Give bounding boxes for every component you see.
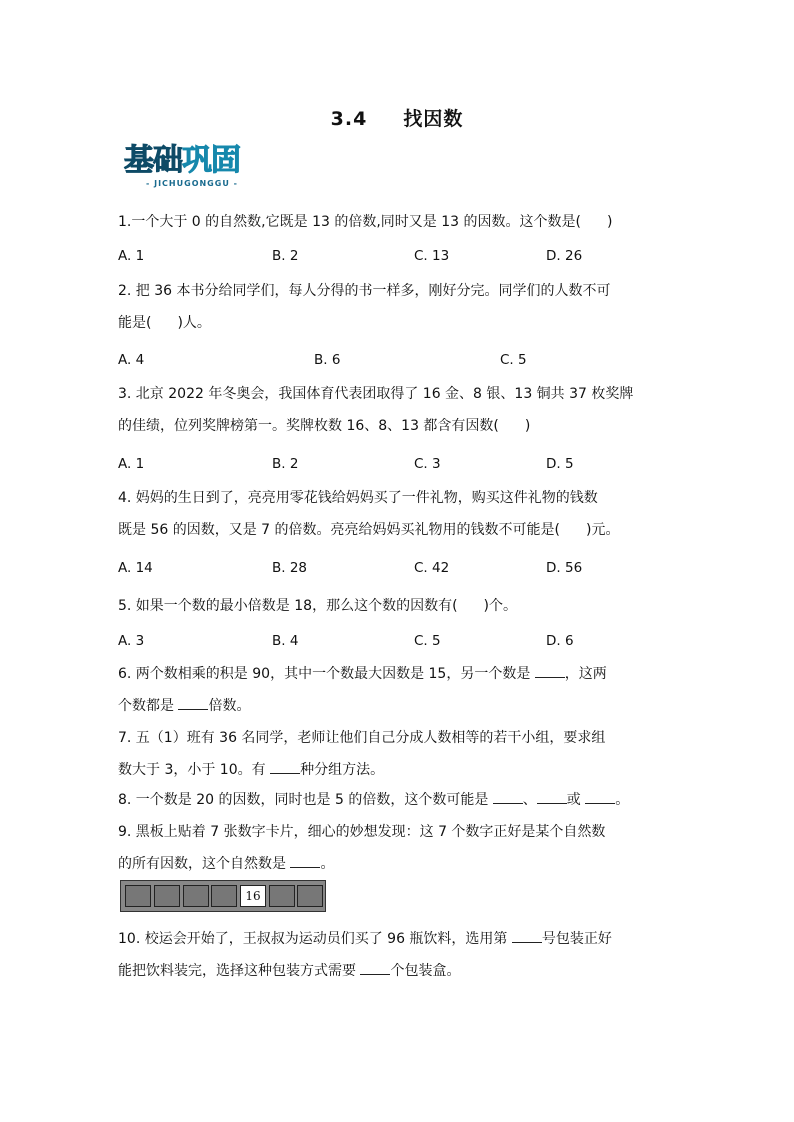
answer-blank[interactable] <box>290 855 320 868</box>
option: B. 4 <box>272 633 299 649</box>
option: B. 6 <box>314 352 341 368</box>
answer-blank[interactable] <box>178 697 208 710</box>
option: C. 3 <box>414 456 441 472</box>
option: B. 2 <box>272 248 299 264</box>
question-4: 4. 妈妈的生日到了，亮亮用零花钱给妈妈买了一件礼物，购买这件礼物的钱数 既是 56 的因数，又是 7 的倍数。亮亮给妈妈买礼物用的钱数不可能是( )元。 <box>118 490 620 538</box>
option: C. 5 <box>414 633 441 649</box>
question-5-options <box>118 633 678 653</box>
question-10: 10. 校运会开始了，王叔叔为运动员们买了 96 瓶饮料，选用第 号包装正好 能把饮料装完，选择这种包装方式需要 个包装盒。 <box>118 931 612 979</box>
answer-blank[interactable] <box>537 791 567 804</box>
question-4-options <box>118 560 678 580</box>
question-1: 1.一个大于 0 的自然数,它既是 13 的倍数,同时又是 13 的因数。这个数是( ) <box>118 214 613 230</box>
hidden-card <box>211 885 237 907</box>
page-title <box>0 104 794 131</box>
option: D. 56 <box>546 560 583 576</box>
number-card-board <box>120 880 326 912</box>
badge-logo-text: 基础巩固 <box>124 143 240 178</box>
question-2: 2. 把 36 本书分给同学们，每人分得的书一样多，刚好分完。同学们的人数不可 能是( )人。 <box>118 283 611 331</box>
answer-blank[interactable] <box>270 761 300 774</box>
option: A. 3 <box>118 633 145 649</box>
answer-blank[interactable] <box>512 930 542 943</box>
hidden-card <box>269 885 295 907</box>
answer-blank[interactable] <box>585 791 615 804</box>
answer-blank[interactable] <box>535 665 565 678</box>
hidden-card <box>297 885 323 907</box>
question-5: 5. 如果一个数的最小倍数是 18，那么这个数的因数有( )个。 <box>118 598 518 614</box>
question-2-options <box>118 352 678 372</box>
question-8: 8. 一个数是 20 的因数，同时也是 5 的倍数，这个数可能是 、 或 。 <box>118 792 630 808</box>
question-3-options <box>118 456 678 476</box>
answer-blank[interactable] <box>360 962 390 975</box>
option: C. 42 <box>414 560 450 576</box>
section-badge <box>124 143 264 192</box>
question-3: 3. 北京 2022 年冬奥会，我国体育代表团取得了 16 金、8 银、13 铜共 37 枚奖牌 的佳绩，位列奖牌榜第一。奖牌枚数 16、8、13 都含有因数( ) <box>118 386 634 434</box>
number-card: 16 <box>240 885 266 907</box>
question-9: 9. 黑板上贴着 7 张数字卡片，细心的妙想发现：这 7 个数字正好是某个自然数 的所有因数，这个自然数是 。 <box>118 824 606 872</box>
option: A. 4 <box>118 352 145 368</box>
question-7: 7. 五（1）班有 36 名同学，老师让他们自己分成人数相等的若干小组，要求组 数大于 3，小于 10。有 种分组方法。 <box>118 730 606 778</box>
hidden-card <box>154 885 180 907</box>
question-6: 6. 两个数相乘的积是 90，其中一个数最大因数是 15，另一个数是 ，这两 个数都是 倍数。 <box>118 666 607 714</box>
section-number: 3.4 <box>330 108 368 130</box>
answer-blank[interactable] <box>493 791 523 804</box>
option: C. 5 <box>500 352 527 368</box>
badge-subtitle: - JICHUGONGGU - <box>146 179 238 188</box>
option: D. 26 <box>546 248 583 264</box>
section-title: 找因数 <box>403 108 464 130</box>
hidden-card <box>183 885 209 907</box>
option: D. 5 <box>546 456 574 472</box>
option: A. 14 <box>118 560 153 576</box>
option: A. 1 <box>118 248 145 264</box>
option: B. 28 <box>272 560 308 576</box>
option: C. 13 <box>414 248 450 264</box>
hidden-card <box>125 885 151 907</box>
question-1-options <box>118 248 678 268</box>
option: A. 1 <box>118 456 145 472</box>
option: D. 6 <box>546 633 574 649</box>
option: B. 2 <box>272 456 299 472</box>
